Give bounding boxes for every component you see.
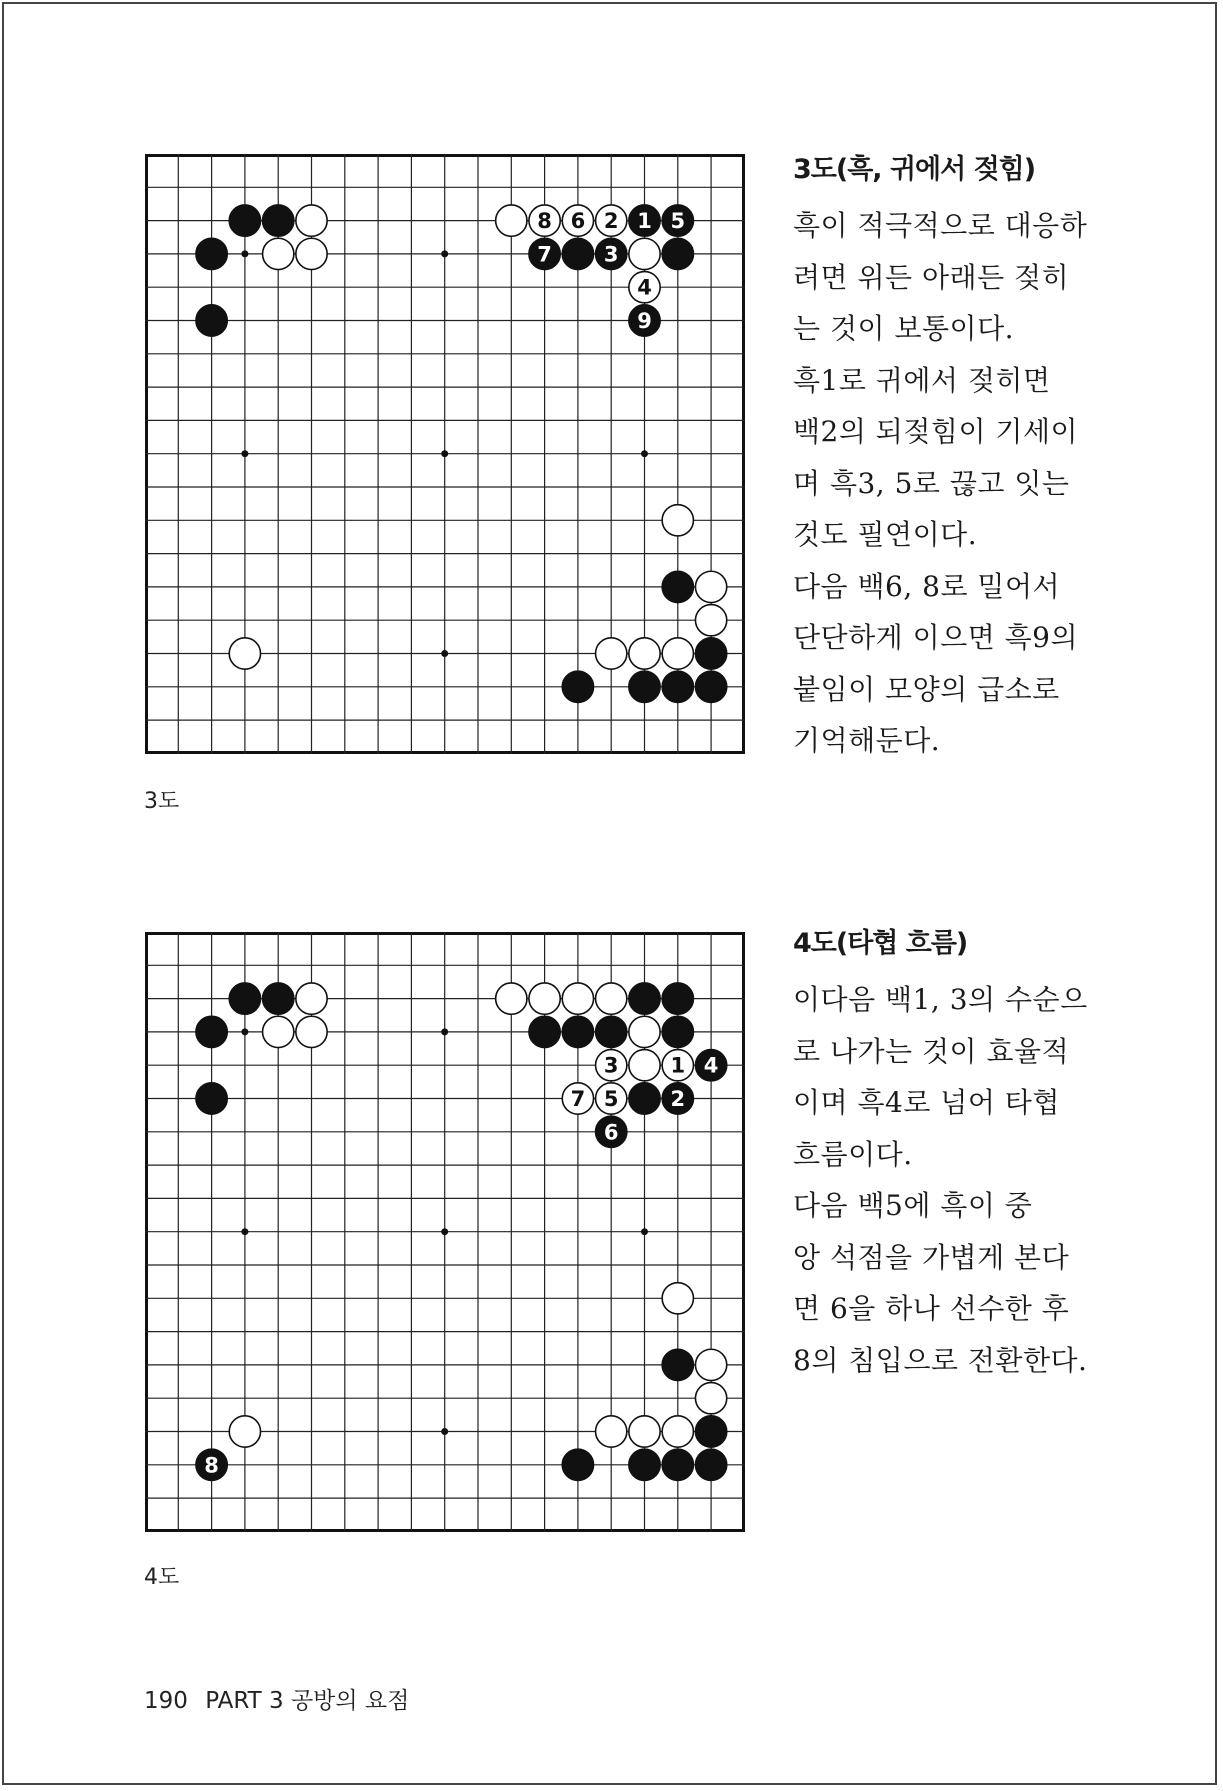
star-point (441, 450, 448, 457)
black-stone (196, 1083, 227, 1114)
diagram-caption: 4도 (144, 1565, 180, 1590)
black-stone (263, 205, 294, 236)
white-stone (229, 638, 260, 669)
move-number: 7 (537, 242, 552, 267)
page-number: 190 (144, 1688, 188, 1714)
black-stone (229, 205, 260, 236)
white-stone (263, 1016, 294, 1047)
commentary-line: 다음 백6, 8로 밀어서 (793, 569, 1061, 603)
commentary-line: 로 나가는 것이 효율적 (793, 1034, 1070, 1068)
move-number: 4 (637, 275, 652, 300)
star-point (241, 250, 248, 257)
commentary-body (793, 200, 1093, 767)
white-stone (596, 638, 627, 669)
white-stone (662, 1283, 693, 1314)
commentary-line: 는 것이 보통이다. (793, 312, 1015, 345)
white-stone (629, 1050, 660, 1081)
white-stone (662, 638, 693, 669)
section-title: PART 3 공방의 요점 (205, 1688, 410, 1714)
black-stone (562, 671, 593, 702)
white-stone (529, 983, 560, 1014)
black-stone (629, 1083, 660, 1114)
star-point (441, 1028, 448, 1035)
commentary-line: 붙임이 모양의 급소로 (793, 672, 1060, 706)
move-number: 8 (204, 1453, 219, 1478)
commentary-line: 흐름이다. (793, 1137, 913, 1171)
black-stone (629, 671, 660, 702)
commentary-line: 려면 위든 아래든 젖히 (793, 260, 1070, 294)
black-stone (196, 1016, 227, 1047)
commentary-line: 이며 흑4로 넘어 타협 (793, 1086, 1060, 1119)
move-number: 6 (570, 209, 586, 234)
black-stone (529, 1016, 560, 1047)
star-point (241, 1028, 248, 1035)
black-stone (695, 1416, 726, 1447)
move-number: 7 (570, 1087, 586, 1111)
star-point (641, 450, 648, 457)
star-point (241, 1228, 248, 1235)
white-stone (229, 1416, 260, 1447)
black-stone (662, 238, 693, 269)
commentary-line: 흑이 적극적으로 대응하 (793, 209, 1088, 242)
star-point (441, 650, 448, 657)
page-footer (144, 1682, 419, 1715)
commentary-diagram-3 (793, 148, 1093, 767)
star-point (641, 1228, 648, 1235)
go-board-svg (145, 154, 745, 754)
move-number: 2 (603, 209, 619, 234)
white-stone (629, 638, 660, 669)
go-board-diagram-3 (145, 154, 745, 754)
commentary-line: 8의 침입으로 전환한다. (793, 1343, 1088, 1377)
white-stone (596, 983, 627, 1014)
commentary-diagram-4 (793, 922, 1093, 1386)
black-stone (562, 1449, 593, 1480)
black-stone (662, 671, 693, 702)
move-number: 3 (603, 242, 619, 267)
black-stone (662, 1016, 693, 1047)
white-stone (662, 1416, 693, 1447)
black-stone (695, 638, 726, 669)
commentary-line: 면 6을 하나 선수한 후 (793, 1292, 1070, 1325)
commentary-title: 4도(타협 흐름) (793, 928, 968, 959)
white-stone (562, 983, 593, 1014)
black-stone (662, 983, 693, 1014)
black-stone (695, 671, 726, 702)
white-stone (496, 983, 527, 1014)
star-point (441, 250, 448, 257)
white-stone (296, 238, 327, 269)
white-stone (629, 1016, 660, 1047)
black-stone (562, 1016, 593, 1047)
black-stone (196, 238, 227, 269)
commentary-line: 것도 필연이다. (793, 518, 978, 551)
move-number: 5 (603, 1087, 619, 1111)
white-stone (496, 205, 527, 236)
commentary-title: 3도(흑, 귀에서 젖힘) (793, 154, 1036, 185)
white-stone (695, 571, 726, 602)
black-stone (196, 305, 227, 336)
black-stone (596, 1016, 627, 1047)
move-number: 2 (670, 1087, 686, 1111)
move-number: 3 (603, 1053, 619, 1078)
move-number: 5 (670, 209, 686, 234)
white-stone (596, 1416, 627, 1447)
black-stone (662, 1349, 693, 1380)
black-stone (629, 1449, 660, 1480)
black-stone (695, 1449, 726, 1480)
white-stone (296, 1016, 327, 1047)
commentary-line: 흑1로 귀에서 젖히면 (793, 363, 1051, 397)
black-stone (263, 983, 294, 1014)
go-board-diagram-4 (145, 932, 745, 1532)
commentary-line: 이다음 백1, 3의 수순으 (793, 983, 1088, 1016)
white-stone (695, 1383, 726, 1414)
move-number: 9 (637, 309, 652, 333)
white-stone (695, 1349, 726, 1380)
move-number: 8 (537, 209, 552, 234)
white-stone (296, 983, 327, 1014)
white-stone (296, 205, 327, 236)
commentary-line: 백2의 되젖힘이 기세이 (793, 415, 1079, 448)
black-stone (629, 983, 660, 1014)
white-stone (263, 238, 294, 269)
move-number: 1 (637, 209, 652, 234)
move-number: 1 (670, 1053, 686, 1078)
commentary-line: 단단하게 이으면 흑9의 (793, 621, 1079, 654)
black-stone (662, 571, 693, 602)
star-point (441, 1228, 448, 1235)
move-number: 6 (603, 1120, 619, 1145)
commentary-line: 며 흑3, 5로 끊고 잇는 (793, 466, 1070, 500)
white-stone (662, 505, 693, 536)
black-stone (562, 238, 593, 269)
star-point (241, 450, 248, 457)
white-stone (629, 1416, 660, 1447)
white-stone (695, 605, 726, 636)
commentary-line: 앙 석점을 가볍게 본다 (793, 1240, 1070, 1274)
commentary-body (793, 974, 1093, 1386)
white-stone (629, 238, 660, 269)
commentary-line: 다음 백5에 흑이 중 (793, 1189, 1033, 1222)
diagram-caption: 3도 (144, 789, 180, 814)
black-stone (229, 983, 260, 1014)
commentary-line: 기억해둔다. (793, 724, 941, 757)
star-point (441, 1428, 448, 1435)
go-board-svg (145, 932, 745, 1532)
move-number: 4 (703, 1053, 719, 1078)
black-stone (662, 1449, 693, 1480)
